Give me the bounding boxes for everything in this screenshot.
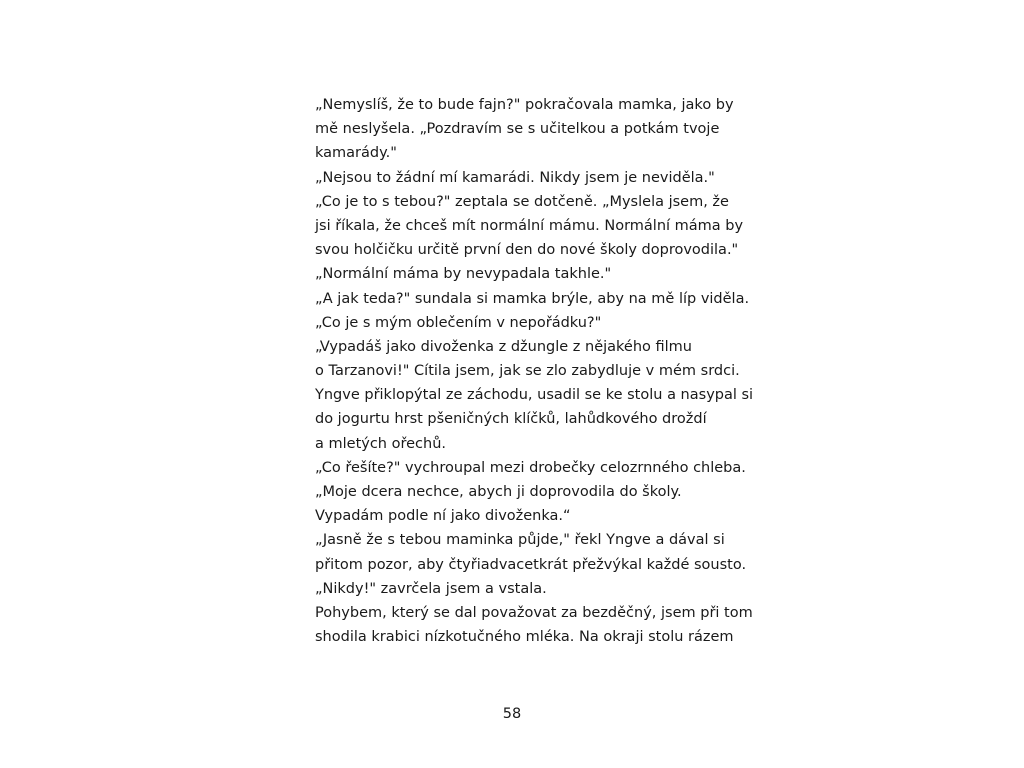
- text-line: Vypadám podle ní jako divoženka.“: [315, 508, 571, 525]
- text-line: „Nikdy!" zavrčela jsem a vstala.: [315, 580, 547, 597]
- text-line: „Nemyslíš, že to bude fajn?" pokračovala mamka, jako by: [315, 97, 734, 113]
- text-line: kamarády.": [315, 145, 397, 162]
- text-line: „Moje dcera nechce, abych ji doprovodila do školy.: [315, 484, 682, 500]
- text-line: a mletých ořechů.: [315, 435, 447, 452]
- text-line: svou holčičku určitě první den do nové školy doprovodila.": [315, 242, 739, 259]
- text-line: přitom pozor, aby čtyřiadvacetkrát přežvýkal každé sousto.: [315, 556, 747, 573]
- text-line: „Co je to s tebou?" zeptala se dotčeně. „Myslela jsem, že: [315, 193, 729, 210]
- text-line: do jogurtu hrst pšeničných klíčků, lahůdkového droždí: [315, 411, 707, 428]
- text-line: mě neslyšela. „Pozdravím se s učitelkou a potkám tvoje: [315, 121, 720, 138]
- text-line: jsi říkala, že chceš mít normální mámu. Normální máma by: [315, 217, 744, 234]
- text-line: „Co řešíte?" vychroupal mezi drobečky celozrnného chleba.: [315, 459, 746, 476]
- body-text: [315, 93, 754, 649]
- text-line: „Vypadáš jako divoženka z džungle z nějakého filmu: [315, 338, 692, 355]
- text-line: „Normální máma by nevypadala takhle.": [315, 266, 612, 283]
- text-line: Yngve přiklopýtal ze záchodu, usadil se ke stolu a nasypal si: [315, 387, 754, 404]
- text-line: „Co je s mým oblečením v nepořádku?": [315, 314, 602, 331]
- text-line: Pohybem, který se dal považovat za bezděčný, jsem při tom: [315, 604, 753, 621]
- text-line: shodila krabici nízkotučného mléka. Na okraji stolu rázem: [315, 629, 734, 646]
- page-number: 58: [502, 706, 522, 722]
- text-line: o Tarzanovi!" Cítila jsem, jak se zlo zabydluje v mém srdci.: [315, 363, 740, 380]
- text-line: „Nejsou to žádní mí kamarádi. Nikdy jsem je neviděla.": [315, 169, 715, 186]
- text-line: „A jak teda?" sundala si mamka brýle, aby na mě líp viděla.: [315, 290, 750, 307]
- text-line: „Jasně že s tebou maminka půjde," řekl Yngve a dával si: [315, 532, 725, 549]
